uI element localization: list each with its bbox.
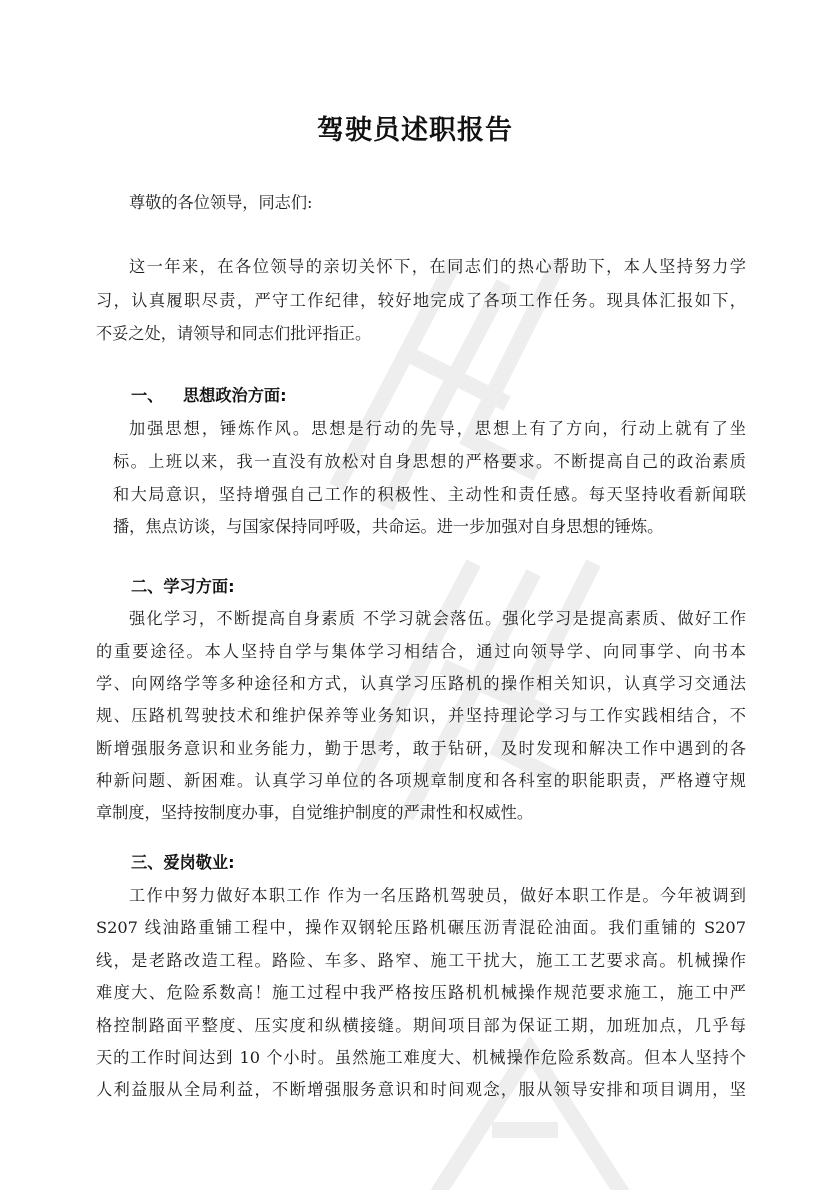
section-line: 断增强服务意识和业务能力，勤于思考，敢于钻研，及时发现和解决工作中遇到的各 <box>96 739 746 758</box>
section-title: 爱岗敬业: <box>163 853 235 872</box>
section-title: 学习方面: <box>163 577 235 596</box>
section-number: 一、 <box>131 386 164 405</box>
section-line: S207 线油路重铺工程中，操作双钢轮压路机碾压沥青混砼油面。我们重铺的 S207 <box>96 918 746 937</box>
section-heading-politics <box>131 385 287 407</box>
intro-line: 习，认真履职尽责，严守工作纪律，较好地完成了各项工作任务。现具体汇报如下， <box>96 291 746 310</box>
section-line: 和大局意识，坚持增强自己工作的积极性、主动性和责任感。每天坚持收看新闻联 <box>113 485 746 504</box>
section-line: 的重要途径。本人坚持自学与集体学习相结合，通过向领导学、向同事学、向书本 <box>96 642 746 661</box>
section-line: 规、压路机驾驶技术和维护保养等业务知识，并坚持理论学习与工作实践相结合，不 <box>96 706 746 725</box>
section-line: 种新问题、新困难。认真学习单位的各项规章制度和各科室的职能职责，严格遵守规 <box>96 771 746 790</box>
section-line: 格控制路面平整度、压实度和纵横接缝。期间项目部为保证工期，加班加点，几乎每 <box>96 1016 746 1035</box>
section-line: 章制度，坚持按制度办事，自觉维护制度的严肃性和权威性。 <box>96 803 534 822</box>
section-heading-study <box>131 576 235 598</box>
intro-line: 不妥之处，请领导和同志们批评指正。 <box>96 324 372 343</box>
section-line: 工作中努力做好本职工作 作为一名压路机驾驶员，做好本职工作是。今年被调到 <box>129 886 746 905</box>
section-number: 二、 <box>131 577 164 596</box>
section-line: 难度大、危险系数高！施工过程中我严格按压路机机械操作规范要求施工，施工中严 <box>96 983 746 1002</box>
section-title: 思想政治方面: <box>183 386 287 405</box>
section-line: 播，焦点访谈，与国家保持同呼吸，共命运。进一步加强对自身思想的锤炼。 <box>113 517 664 536</box>
section-line: 标。上班以来，我一直没有放松对自身思想的严格要求。不断提高自己的政治素质 <box>113 452 746 471</box>
section-line: 强化学习，不断提高自身素质 不学习就会落伍。强化学习是提高素质、做好工作 <box>129 609 746 628</box>
section-number: 三、 <box>131 853 164 872</box>
intro-line: 这一年来，在各位领导的亲切关怀下，在同志们的热心帮助下，本人坚持努力学 <box>129 257 746 276</box>
document-title: 驾驶员述职报告 <box>317 115 513 146</box>
section-line: 加强思想，锤炼作风。思想是行动的先导，思想上有了方向，行动上就有了坐 <box>129 419 746 438</box>
section-line: 人利益服从全局利益，不断增强服务意识和时间观念，服从领导安排和项目调用，坚 <box>96 1080 746 1099</box>
section-line: 线，是老路改造工程。路险、车多、路窄、施工干扰大，施工工艺要求高。机械操作 <box>96 951 746 970</box>
section-line: 天的工作时间达到 10 个小时。虽然施工难度大、机械操作危险系数高。但本人坚持个 <box>96 1048 746 1067</box>
greeting: 尊敬的各位领导，同志们: <box>129 193 313 212</box>
section-line: 学、向网络学等多种途径和方式，认真学习压路机的操作相关知识，认真学习交通法 <box>96 674 746 693</box>
section-heading-dedication <box>131 852 235 874</box>
